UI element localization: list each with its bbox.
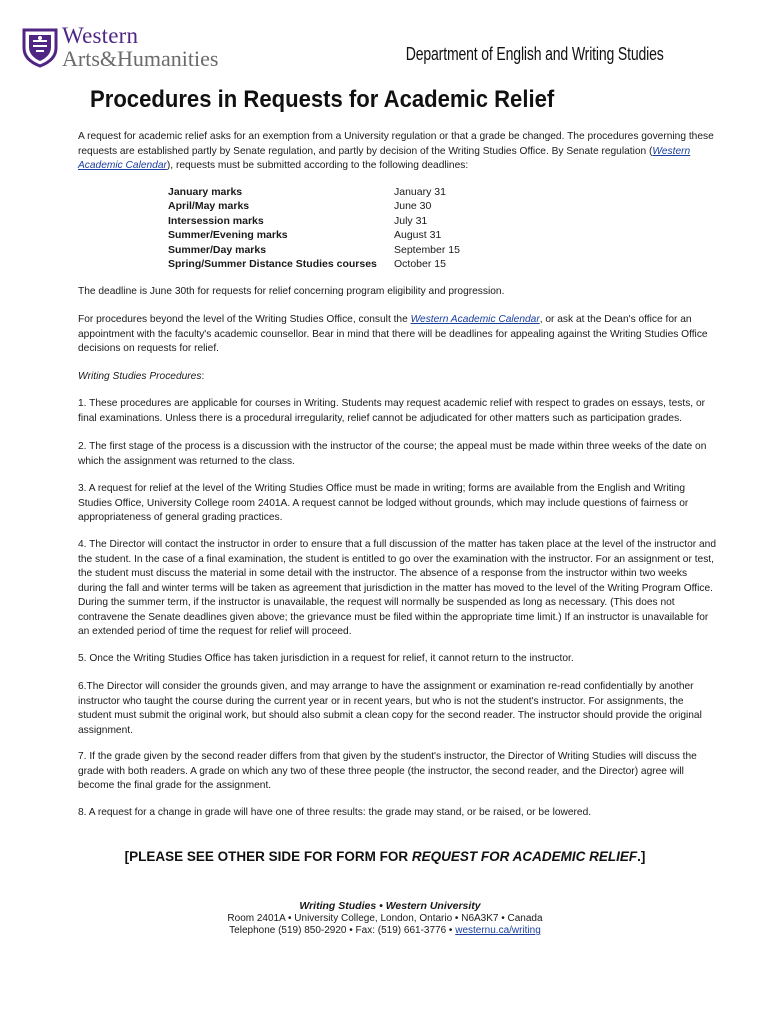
intro-text: A request for academic relief asks for an exemption from a University regulation or that a grade be changed. The procedures governing these requests are established partly by Senate regulation, and partly by decision of the Writing Studies Office. By Senate regulation ( [78,131,714,157]
step-4: 4. The Director will contact the instructor in order to ensure that a full discussion of the matter has taken place at the level of the instructor and the student. In the case of a final examination, the student is entitled to go over the examination with the instructor. For an assignment or test, the student must discuss the material in some detail with the instructor. The absence of a response from the instructor within two weeks during the fall and winter terms will be taken as agreement that jurisdiction in the matter has moved to the level of the Writing Program Office. During the summer term, if the instructor is unavailable, the request will normally be suspended as long as necessary. (This does not contravene the Senate deadlines given above; the grievance must be filed within the appropriate time limit.) If an instructor is unavailable for an extended period of time the request for relief will proceed. [78,539,716,637]
deadline-label: Spring/Summer Distance Studies courses [168,258,377,271]
deadline-label: January marks [168,186,243,198]
deadline-date: October 15 [394,258,446,271]
deadline-date: January 31 [394,186,446,198]
deadline-date: July 31 [394,214,428,227]
deadline-date: August 31 [394,229,442,242]
step-2: 2. The first stage of the process is a discussion with the instructor of the course; the appeal must be made within three weeks of the date on which the assignment was returned to the class. [78,441,707,467]
footer-contact [0,925,770,938]
footer-address: Room 2401A • University College, London, Ontario • N6A3K7 • Canada [227,912,543,924]
department-name: Department of English and Writing Studies [406,44,664,64]
logo-line2: Arts&Humanities [62,46,219,71]
program-deadline-paragraph: The deadline is June 30th for requests for relief concerning program eligibility and progression. [78,286,505,297]
form-note [0,849,770,864]
form-note-emphasis: REQUEST FOR ACADEMIC RELIEF [411,849,638,864]
deadline-row [168,257,460,271]
procedures-heading-colon: : [201,371,205,382]
step-5: 5. Once the Writing Studies Office has taken jurisdiction in a request for relief, it cannot return to the instructor. [78,653,574,664]
deadline-date: September 15 [394,243,460,256]
crest-icon [22,26,58,68]
deadline-label: Intersession marks [168,214,264,227]
procedures-heading-line [78,370,718,385]
step-7: 7. If the grade given by the second reader differs from that given by the student's instructor, the Director of Writing Studies will discuss the grade with both readers. A grade on which any two of these three people (the instructor, the second reader, and the Director) agree will become the final grade for the assignment. [78,751,697,791]
beyond-paragraph [78,313,718,357]
footer-org: Writing Studies • Western University [299,900,481,912]
intro-text-end: ), requests must be submitted according to the following deadlines: [166,160,469,171]
step-1: 1. These procedures are applicable for courses in Writing. Students may request academic relief with respect to grades on essays, tests, or final examinations. Unless there is a procedural irregularity, relief cannot be adjudicated for other matters such as participation grades. [78,398,706,424]
deadline-row [168,185,460,199]
academic-calendar-link[interactable]: Western Academic Calendar [78,145,691,171]
step-6: 6.The Director will consider the grounds given, and may arrange to have the assignment or examination re-read confidentially by another instructor who taught the course during the current year or in recent years, but who is not the student's instructor. For assignments, the student must submit the original work, but should also submit a clean copy for the second reader. The instructor should provide the original assignment. [78,681,702,736]
academic-calendar-link-2[interactable]: Western Academic Calendar [410,314,540,325]
deadline-row [168,243,460,257]
procedures-heading: Writing Studies Procedures [78,371,202,382]
step-3: 3. A request for relief at the level of the Writing Studies Office must be made in writing; forms are available from the English and Writing Studies Office, University College room 2401A. A request cannot be lodged without grounds, which may include questions of fairness or appropriateness of general grading practices. [78,483,689,523]
western-logo [22,24,262,74]
beyond-text-end: , or ask at the Dean's office for an appointment with the faculty's academic counsellor. Bear in mind that there will be deadlines for appealing against the Writing Studies Office decisions on requests for relief. [78,314,708,354]
intro-paragraph [78,130,718,174]
form-note-prefix: [PLEASE SEE OTHER SIDE FOR FORM FOR [124,849,412,864]
deadline-label: Summer/Evening marks [168,229,288,242]
form-note-suffix: .] [637,849,646,864]
footer-website-link[interactable]: westernu.ca/writing [455,925,541,936]
deadline-label: April/May marks [168,200,250,213]
deadline-label: Summer/Day marks [168,243,267,256]
deadline-row [168,214,460,228]
step-8: 8. A request for a change in grade will have one of three results: the grade may stand, or be raised, or be lowered. [78,807,592,818]
deadlines-table [168,185,460,271]
footer-phone-fax: Telephone (519) 850-2920 • Fax: (519) 661-3776 • [229,925,456,936]
logo-line1: Western [62,23,139,48]
deadline-row [168,228,460,242]
deadline-row [168,199,460,213]
beyond-text: For procedures beyond the level of the Writing Studies Office, consult the [78,314,411,325]
deadline-date: June 30 [394,200,432,213]
document-title: Procedures in Requests for Academic Relief [90,86,555,113]
footer [0,900,770,938]
